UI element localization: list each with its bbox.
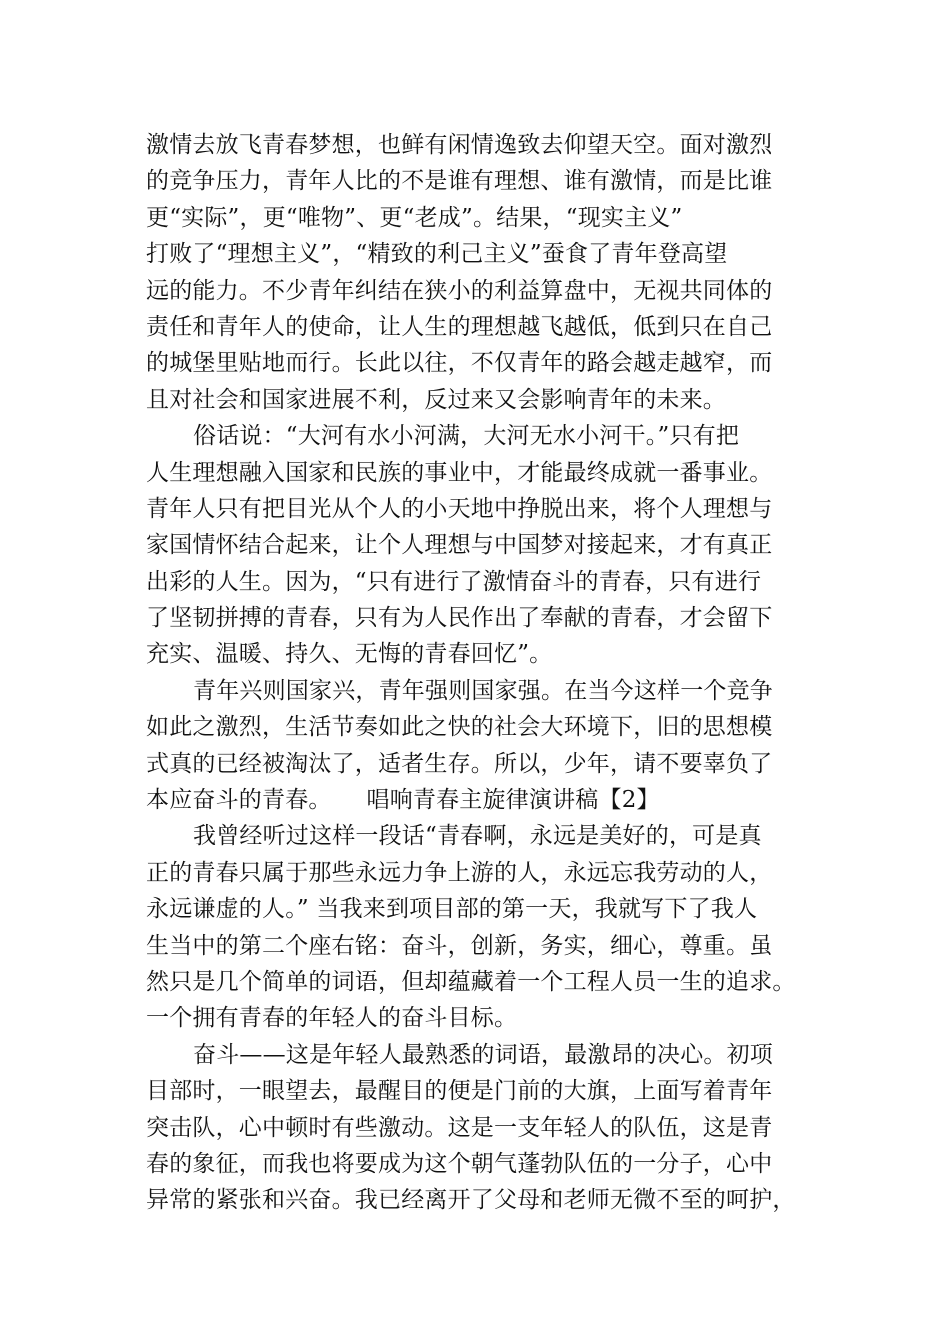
- text-line: 俗话说：“大河有水小河满，大河无水小河干。”只有把: [193, 423, 740, 450]
- text-line: 充实、温暖、持久、无悔的青春回忆”。: [146, 641, 553, 668]
- text-line: 春的象征，而我也将要成为这个朝气蓬勃队伍的一分子，心中: [146, 1150, 773, 1177]
- text-line: 奋斗——这是年轻人最熟悉的词语，最激昂的决心。初项: [193, 1041, 773, 1068]
- text-line: 激情去放飞青春梦想，也鲜有闲情逸致去仰望天空。面对激烈: [146, 132, 773, 158]
- text-line: 且对社会和国家进展不利，反过来又会影响青年的未来。: [146, 386, 726, 413]
- text-line: 正的青春只属于那些永远力争上游的人，永远忘我劳动的人，: [146, 859, 773, 886]
- text-line: 我曾经听过这样一段话“青春啊，永远是美好的，可是真: [193, 823, 762, 850]
- text-line: 打败了“理想主义”，“精致的利己主义”蚕食了青年登高望: [146, 241, 728, 268]
- text-line: 的竞争压力，青年人比的不是谁有理想、谁有激情，而是比谁: [146, 168, 773, 195]
- text-line: 一个拥有青春的年轻人的奋斗目标。: [146, 1005, 518, 1032]
- text-line: 远的能力。不少青年纠结在狭小的利益算盘中，无视共同体的: [146, 277, 773, 304]
- text-line: 本应奋斗的青春。 唱响青春主旋律演讲稿【2】: [146, 787, 660, 814]
- text-line: 青年兴则国家兴，青年强则国家强。在当今这样一个竞争: [193, 677, 773, 704]
- text-line: 的城堡里贴地而行。长此以往，不仅青年的路会越走越窄，而: [146, 350, 773, 377]
- text-line: 更“实际”，更“唯物”、更“老成”。结果，“现实主义”: [146, 204, 683, 231]
- text-line: 如此之激烈，生活节奏如此之快的社会大环境下，旧的思想模: [146, 714, 773, 741]
- text-line: 人生理想融入国家和民族的事业中，才能最终成就一番事业。: [146, 459, 773, 486]
- text-line: 青年人只有把目光从个人的小天地中挣脱出来，将个人理想与: [146, 495, 773, 522]
- text-line: 责任和青年人的使命，让人生的理想越飞越低，低到只在自己: [146, 313, 773, 340]
- body-text: [146, 127, 806, 1219]
- text-line: 生当中的第二个座右铭：奋斗，创新，务实，细心，尊重。虽: [146, 932, 773, 959]
- text-line: 目部时，一眼望去，最醒目的便是门前的大旗，上面写着青年: [146, 1078, 773, 1105]
- text-line: 家国情怀结合起来，让个人理想与中国梦对接起来，才有真正: [146, 532, 773, 559]
- text-line: 了坚韧拼搏的青春，只有为人民作出了奉献的青春，才会留下: [146, 605, 773, 632]
- text-line: 出彩的人生。因为，“只有进行了激情奋斗的青春，只有进行: [146, 568, 762, 595]
- text-line: 突击队，心中顿时有些激动。这是一支年轻人的队伍，这是青: [146, 1114, 773, 1141]
- text-line: 式真的已经被淘汰了，适者生存。所以，少年，请不要辜负了: [146, 750, 773, 777]
- text-line: 永远谦虚的人。” 当我来到项目部的第一天，我就写下了我人: [146, 896, 758, 923]
- text-line: 异常的紧张和兴奋。我已经离开了父母和老师无微不至的呵护，: [146, 1187, 796, 1214]
- text-line: 然只是几个简单的词语，但却蕴藏着一个工程人员一生的追求。: [146, 968, 796, 995]
